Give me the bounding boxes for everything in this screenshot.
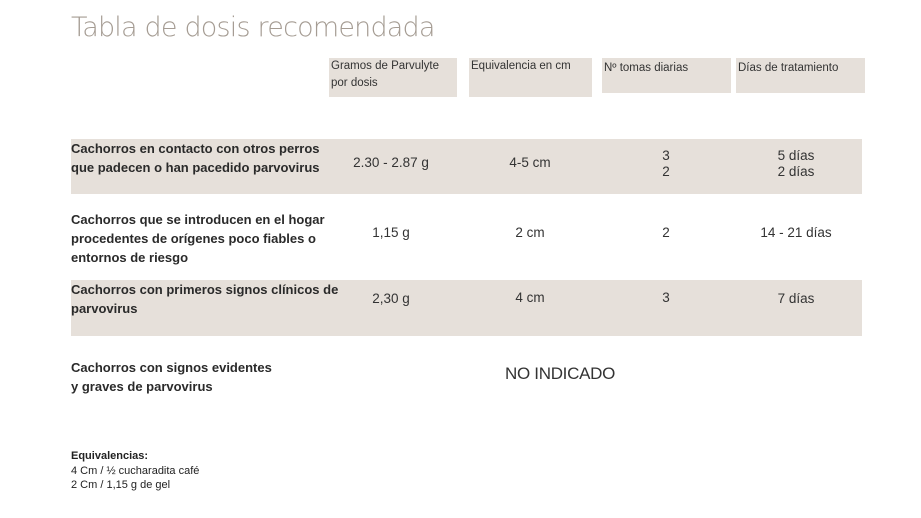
row-1-doses: 3 2 [662, 148, 670, 179]
header-doses-label: Nº tomas diarias [604, 62, 689, 74]
header-grams-label: Gramos de Parvulyte por dosis [331, 60, 440, 89]
row-3-cm: 4 cm [515, 290, 545, 305]
header-days-label: Días de tratamiento [738, 62, 839, 74]
header-grams [329, 58, 457, 97]
row-label-3: Cachorros con primeros signos clínicos de parvovirus [71, 282, 339, 316]
footer-line-2: 2 Cm / 1,15 g de gel [71, 479, 171, 491]
row-1-cm: 4-5 cm [509, 155, 551, 170]
row-2-grams: 1,15 g [372, 225, 410, 240]
row-2-days: 14 - 21 días [760, 225, 832, 240]
row-label-2: Cachorros que se introducen en el hogar procedentes de orígenes poco fiables o entornos de riesgo [71, 212, 325, 265]
row-1-grams: 2.30 - 2.87 g [353, 155, 429, 170]
row-1-days: 5 días 2 días [777, 148, 815, 179]
row-label-1: Cachorros en contacto con otros perros que padecen o han pacedido parvovirus [71, 141, 320, 175]
header-cm-label: Equivalencia en cm [471, 60, 571, 72]
footer-title: Equivalencias: [71, 450, 149, 462]
page-title: Tabla de dosis recomendada [71, 12, 435, 43]
header-doses [602, 58, 731, 93]
footer-line-1: 4 Cm / ½ cucharadita café [71, 465, 200, 477]
row-label-4: Cachorros con signos evidentes y graves de parvovirus [71, 360, 272, 394]
row-3-doses: 3 [662, 290, 670, 305]
not-indicated-note: NO INDICADO [504, 364, 616, 383]
header-cm [469, 58, 592, 97]
row-3-grams: 2,30 g [372, 291, 410, 306]
row-3-days: 7 días [777, 291, 815, 306]
row-2-cm: 2 cm [515, 225, 545, 240]
row-2-doses: 2 [662, 225, 670, 240]
header-days [736, 58, 865, 93]
